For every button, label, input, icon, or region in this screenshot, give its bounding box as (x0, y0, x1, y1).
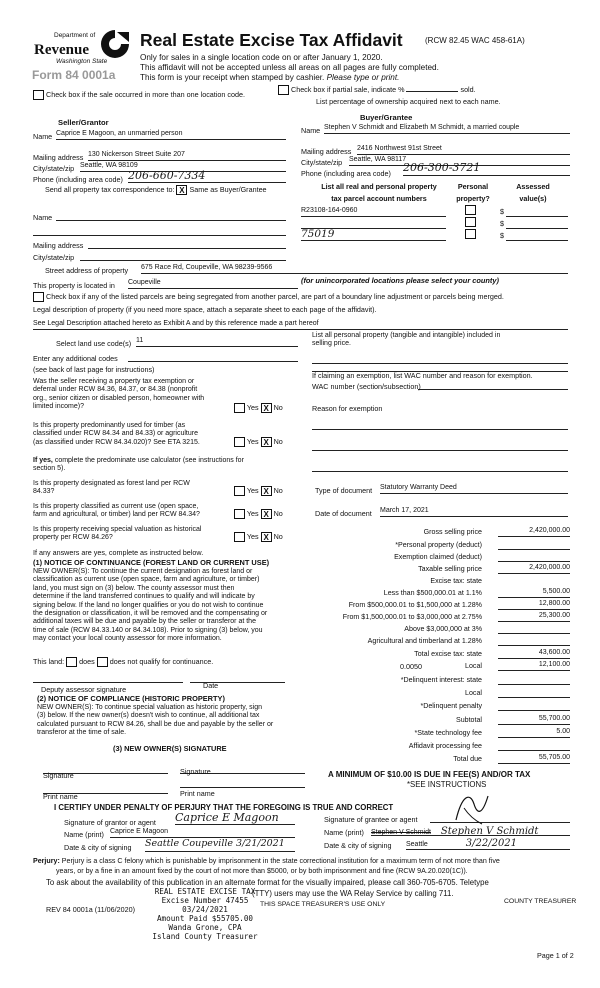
owner-print-label-1: Print name (43, 792, 78, 801)
q5-no-label: No (273, 532, 283, 541)
partial-sale-label: Check box if partial sale, indicate % (291, 85, 405, 94)
partial-sale-row (278, 85, 476, 95)
seller-city-label: City/state/zip (33, 164, 75, 173)
seller-city-field[interactable]: Seattle, WA 98109 (80, 162, 286, 172)
q4-yes-label: Yes (246, 509, 259, 518)
q3-answer (234, 486, 283, 496)
multi-location-row (33, 90, 245, 100)
pp-line1: List all personal property (tangible and intangible) included in (312, 332, 501, 339)
q3-yes-checkbox[interactable] (234, 486, 245, 496)
parcel-number-1[interactable]: R23108-164-0960 (301, 207, 446, 217)
calc-value-personal[interactable] (498, 540, 570, 550)
n1-line7: additional taxes will be due and payable by the seller or transferor at the (33, 618, 256, 626)
receipt-note: This form is your receipt when stamped by cashier. (140, 73, 325, 82)
q2-answer (234, 437, 283, 447)
assessed-dollar-3: $ (500, 231, 504, 240)
n1-line9: may contact your local county assessor for more information. (33, 635, 222, 643)
q1-no-checkbox[interactable]: X (261, 403, 272, 413)
grantee-signature-scribble-icon (452, 790, 492, 826)
parcel-number-3[interactable]: 75019 (301, 228, 446, 241)
grantor-signature-label: Signature of grantor or agent (64, 818, 156, 827)
buyer-city-label: City/state/zip (301, 158, 343, 167)
q4-answer (234, 509, 283, 519)
q2-yes-checkbox[interactable] (234, 437, 245, 447)
grantee-name-label: Name (print) (324, 828, 364, 837)
q3-no-label: No (273, 486, 283, 495)
q1-line4: limited income)? (33, 403, 84, 411)
legal-description-label: Legal description of property (if you need more space, attach a separate sheet to each page of the affidavit). (33, 305, 377, 314)
perjury-line-1 (33, 857, 500, 866)
minimum-due-note: A MINIMUM OF $10.00 IS DUE IN FEE(S) AND/OR TAX (328, 770, 531, 779)
n1-line6: the designation or classification, it will be removed and the compensating or (33, 609, 268, 617)
local-rate: 0.0050 (400, 662, 422, 671)
does-qualify-checkbox[interactable] (66, 657, 77, 667)
calc-label-tier3: From $1,500,000.01 to $3,000,000 at 2.75% (342, 613, 482, 621)
if-yes-bold: If yes, (33, 457, 53, 464)
alt-name-label: Name (33, 213, 53, 222)
if-yes-note (33, 457, 244, 474)
alt-city-label: City/state/zip (33, 253, 75, 262)
calc-label-delinq-local: Local (465, 689, 482, 697)
q1-line1: Was the seller receiving a property tax exemption or (33, 378, 195, 385)
additional-codes-label: Enter any additional codes (33, 354, 118, 363)
dept-of-text: Department of (54, 32, 96, 39)
exemption-reason-line-1[interactable] (312, 420, 568, 430)
calc-label-total-due: Total due (453, 755, 482, 763)
parcel-col1-line2: tax parcel account numbers (331, 194, 427, 203)
parcel-col3-line2: value(s) (519, 194, 547, 203)
located-in-label: This property is located in (33, 281, 115, 290)
n2-line2: (3) below. If the new owner(s) doesn't wish to continue, all additional tax (37, 712, 260, 720)
segregated-checkbox[interactable] (33, 292, 44, 302)
county-treasurer-label: COUNTY TREASURER (504, 898, 577, 905)
located-in-field[interactable]: Coupeville (128, 279, 298, 289)
buyer-phone-label: Phone (including area code) (301, 169, 391, 178)
exemption-reason-label: Reason for exemption (312, 404, 383, 413)
n1-line3: land, you must sign on (3) below. The county assessor must then (33, 584, 235, 592)
grantee-name-print: Stephen V Schmidt (371, 829, 431, 836)
assessed-dollar-2: $ (500, 219, 504, 228)
q1-answer (234, 403, 283, 413)
calc-label-processing-fee: Affidavit processing fee (408, 742, 482, 750)
grantee-name-field[interactable] (371, 826, 570, 836)
owner-signature-label-2: Signature (180, 767, 211, 776)
seller-name-field[interactable]: Caprice E Magoon, an unmarried person (56, 130, 286, 140)
street-address-label: Street address of property (45, 266, 129, 275)
alt-name-field[interactable] (56, 211, 286, 221)
buyer-name-field[interactable]: Stephen V Schmidt and Elizabeth M Schmidt, a married couple (324, 124, 570, 134)
buyer-city-field[interactable]: Seattle, WA 98117 (349, 156, 570, 166)
question-timber (33, 422, 200, 447)
claiming-exemption-label: If claiming an exemption, list WAC number and reason for exemption. (312, 371, 533, 380)
parcel-col2-line1: Personal (457, 182, 489, 191)
deputy-signature-label: Deputy assessor signature (41, 685, 127, 694)
dor-swoosh-icon (99, 28, 131, 60)
calc-value-exemption[interactable] (498, 552, 570, 562)
calc-value-tier2[interactable]: 12,800.00 (498, 600, 570, 610)
legal-description-field[interactable]: See Legal Description attached hereto as Exhibit A and by this reference made a part hereof (33, 320, 568, 330)
q5-yes-label: Yes (246, 532, 259, 541)
q3-line2: 84.33? (33, 488, 55, 496)
assessed-value-1[interactable] (506, 207, 568, 217)
calc-value-delinq-state[interactable] (498, 675, 570, 685)
seller-address-label: Mailing address (33, 153, 84, 162)
deputy-signature-line[interactable] (33, 673, 183, 683)
treasurer-use-label: THIS SPACE TREASURER'S USE ONLY (256, 901, 385, 909)
seller-name-label: Name (33, 132, 53, 141)
additional-codes-field[interactable] (128, 352, 298, 362)
grantee-date-label: Date & city of signing (324, 841, 392, 850)
buyer-address-field[interactable]: 2416 Northwest 91st Street (357, 145, 570, 155)
grantee-city: Seattle (406, 841, 428, 848)
grantor-name-label: Name (print) (64, 830, 104, 839)
n2-line4: transferor at the time of sale. (37, 729, 127, 737)
calc-value-tech-fee[interactable]: 5.00 (498, 728, 570, 738)
same-as-buyer-checkbox[interactable]: X (176, 185, 187, 195)
does-label: does (79, 657, 95, 666)
calc-value-processing-fee[interactable] (498, 741, 570, 751)
grantee-date-field[interactable] (406, 838, 570, 850)
calc-label-tier1: Less than $500,000.01 at 1.1% (383, 589, 482, 597)
ownership-note: List percentage of ownership acquired next to each name. (316, 97, 501, 106)
q5-line2: property per RCW 84.26? (33, 534, 113, 542)
q5-line1: Is this property receiving special valuation as historical (33, 526, 202, 533)
personal-property-checkbox-1[interactable] (465, 205, 476, 215)
grantor-date-label: Date & city of signing (64, 843, 132, 852)
calc-label-taxable: Taxable selling price (418, 565, 482, 573)
notice-compliance-heading: (2) NOTICE OF COMPLIANCE (HISTORIC PROPERTY) (37, 694, 225, 703)
n1-line5: signing below. If the land no longer qualifies or you do not wish to continue (33, 601, 264, 609)
land-use-label: Select land use code(s) (56, 339, 132, 348)
exemption-reason-line-2[interactable] (312, 441, 568, 451)
assessed-dollar-1: $ (500, 207, 504, 216)
stamp-line-4: Amount Paid $55705.00 (156, 913, 253, 923)
land-use-field[interactable]: 11 (136, 337, 298, 347)
same-as-buyer-label: Same as Buyer/Grantee (189, 185, 267, 194)
does-not-label: does not qualify for continuance. (109, 657, 214, 666)
document-date-field[interactable]: March 17, 2021 (380, 507, 568, 517)
q3-line1: Is this property designated as forest land per RCW (33, 480, 190, 487)
exemption-reason-line-3[interactable] (312, 462, 568, 472)
partial-sale-checkbox[interactable] (278, 85, 289, 95)
q3-no-checkbox[interactable]: X (261, 486, 272, 496)
certify-heading: I CERTIFY UNDER PENALTY OF PERJURY THAT THE FOREGOING IS TRUE AND CORRECT (54, 803, 394, 812)
rcw-reference: (RCW 82.45 WAC 458-61A) (425, 36, 525, 45)
stamp-line-3: 03/24/2021 (182, 904, 228, 914)
grantee-date-handwritten: 3/22/2021 (465, 838, 518, 849)
calc-label-agri: Agricultural and timberland at 1.28% (367, 637, 482, 645)
new-owner-sig-heading: (3) NEW OWNER(S) SIGNATURE (113, 744, 227, 753)
calc-label-total-state: Total excise tax: state (414, 650, 482, 658)
grantor-name-field[interactable]: Caprice E Magoon (110, 828, 295, 838)
seller-heading: Seller/Grantor (58, 118, 109, 127)
wac-number-field[interactable] (418, 380, 568, 390)
header-line-1: Only for sales in a single location code on or after January 1, 2020. (140, 53, 383, 62)
n1-line2: classification as current use (open space, farm and agriculture, or timber) (33, 576, 260, 584)
n1-line4: determine if the land transferred continues to qualify and will indicate by (33, 593, 255, 601)
sold-label: sold. (460, 85, 476, 94)
q1-yes-checkbox[interactable] (234, 403, 245, 413)
see-instructions-note: *SEE INSTRUCTIONS (407, 780, 487, 789)
stamp-line-2: Excise Number 47455 (161, 895, 249, 905)
q2-line3: (as classified under RCW 84.34.020)? See ETA 3215. (33, 438, 200, 446)
q1-yes-label: Yes (246, 403, 259, 412)
perjury-bold: Perjury: (33, 857, 60, 865)
calc-label-local: Local (465, 662, 482, 670)
calc-label-penalty: *Delinquent penalty (420, 702, 482, 710)
calc-label-gross: Gross selling price (423, 528, 482, 536)
alt-address-field[interactable] (88, 239, 286, 249)
alt-name-line2[interactable] (33, 226, 286, 236)
multi-location-checkbox[interactable] (33, 90, 44, 100)
calc-label-tech-fee: *State technology fee (414, 729, 482, 737)
buyer-address-label: Mailing address (301, 147, 352, 156)
calc-value-delinq-local[interactable] (498, 688, 570, 698)
send-correspondence-label: Send all property tax correspondence to: (45, 185, 175, 194)
street-address-field[interactable]: 675 Race Rd, Coupeville, WA 98239-9566 (141, 264, 568, 274)
deputy-date-label: Date (203, 681, 219, 690)
calc-label-tier2: From $500,000.01 to $1,500,000 at 1.28% (348, 601, 482, 609)
this-land-label: This land: (33, 657, 65, 666)
q4-yes-checkbox[interactable] (234, 509, 245, 519)
calc-value-taxable[interactable]: 2,420,000.00 (498, 564, 570, 574)
parcel-col-head-1 (309, 182, 449, 203)
calc-label-tier4: Above $3,000,000 at 3% (404, 625, 482, 633)
calc-value-tier3[interactable]: 25,300.00 (498, 612, 570, 622)
q3-yes-label: Yes (246, 486, 259, 495)
alt-city-field[interactable] (80, 251, 286, 261)
grantor-signature-field[interactable]: Caprice E Magoon (175, 811, 295, 825)
revenue-text: Revenue (34, 42, 89, 58)
n1-line1: NEW OWNER(S): To continue the current designation as forest land or (33, 568, 253, 575)
pp-line2: selling price. (312, 340, 351, 348)
personal-property-list-label (312, 332, 500, 349)
question-forest (33, 480, 190, 497)
n2-line1: NEW OWNER(S): To continue special valuation as historic property, sign (37, 704, 262, 711)
assessed-value-2[interactable] (506, 219, 568, 229)
calc-value-total-due[interactable]: 55,705.00 (498, 754, 570, 764)
calc-value-tier1[interactable]: 5,500.00 (498, 588, 570, 598)
owner-print-line-2[interactable] (180, 778, 305, 788)
grantee-signature-label: Signature of grantee or agent (324, 815, 418, 824)
calc-label-subtotal: Subtotal (455, 716, 482, 724)
header-line-3 (140, 73, 399, 83)
personal-property-checkbox-2[interactable] (465, 217, 476, 227)
parcel-col3-line1: Assessed (516, 182, 550, 191)
q2-no-checkbox[interactable]: X (261, 437, 272, 447)
calc-label-exemption: Exemption claimed (deduct) (394, 553, 482, 561)
multi-location-label: Check box if the sale occurred in more than one location code. (46, 90, 245, 99)
calc-label-personal: *Personal property (deduct) (395, 541, 482, 549)
q2-line2: classified under RCW 84.34 and 84.33) or agriculture (33, 430, 198, 438)
form-number: Form 84 0001a (32, 68, 116, 82)
q5-no-checkbox[interactable]: X (261, 532, 272, 542)
grantee-signature-field[interactable] (430, 813, 570, 823)
stamp-line-1: REAL ESTATE EXCISE TAX (154, 887, 256, 896)
grantor-date-field[interactable]: Seattle Coupeville 3/21/2021 (145, 838, 295, 852)
calc-label-delinq-state: *Delinquent interest: state (400, 676, 482, 684)
page-number: Page 1 of 2 (537, 951, 574, 960)
alt-format-line-1: To ask about the availability of this publication in an alternate format for the visually impaired, please call 360-705-6705. Teletype (46, 878, 489, 887)
stamp-line-5: Wanda Grone, CPA (168, 922, 242, 932)
header-line-2: This affidavit will not be accepted unless all areas on all pages are fully completed. (140, 63, 439, 72)
document-type-field[interactable]: Statutory Warranty Deed (380, 484, 568, 494)
segregated-label: Check box if any of the listed parcels are being segregated from another parcel, are part of a boundary line adjustment or parcels being merged. (46, 292, 504, 301)
seller-phone-label: Phone (including area code) (33, 175, 123, 184)
type-print-note: Please type or print. (326, 73, 400, 82)
seller-address-field[interactable]: 130 Nickerson Street Suite 207 (88, 151, 286, 161)
does-not-qualify-checkbox[interactable] (97, 657, 108, 667)
unincorporated-note: (for unincorporated locations please select your county) (301, 276, 499, 285)
if-yes-text2: section 5). (33, 465, 66, 473)
calc-value-total-state[interactable]: 43,600.00 (498, 649, 570, 659)
send-correspondence-row (45, 185, 267, 195)
any-yes-note: If any answers are yes, complete as instructed below. (33, 548, 204, 557)
dor-logo (32, 28, 132, 88)
wa-state-text: Washington State (56, 58, 108, 65)
q1-line2: deferral under RCW 84.36, 84.37, or 84.38 (nonprofit (33, 386, 198, 394)
notice-continuance-heading: (1) NOTICE OF CONTINUANCE (FOREST LAND OR CURRENT USE) (33, 558, 270, 567)
perjury-text: Perjury is a class C felony which is punishable by imprisonment in the state correctional institution for a maximum term of not more than five (61, 857, 500, 865)
assessed-value-3[interactable] (506, 231, 568, 241)
question-exemption (33, 378, 204, 412)
q2-yes-label: Yes (246, 437, 259, 446)
q4-no-checkbox[interactable]: X (261, 509, 272, 519)
question-historic (33, 526, 201, 543)
owner-signature-label-1: Signature (43, 771, 74, 780)
seller-phone-field[interactable]: 206-660-7334 (128, 169, 286, 183)
grantee-name-handwritten: Stephen V Schmidt (440, 826, 539, 837)
parcel-col-head-2 (450, 182, 496, 203)
calc-value-local[interactable]: 12,100.00 (498, 661, 570, 671)
personal-property-checkbox-3[interactable] (465, 229, 476, 239)
buyer-phone-field[interactable]: 206-300-3721 (403, 161, 570, 176)
calc-value-subtotal[interactable]: 55,700.00 (498, 715, 570, 725)
parcel-col-head-3 (503, 182, 563, 203)
wac-number-label: WAC number (section/subsection) (312, 382, 421, 391)
perjury-line-2: years, or by a fine in an amount fixed by the court of not more than $5000, or by both imprisonment and fine (RCW 9A.20.020(1C)). (56, 867, 468, 875)
q4-line2: farm and agricultural, or timber) land per RCW 84.34? (33, 511, 200, 519)
q1-line3: org., senior citizen or disabled person, homeowner with (33, 394, 205, 402)
buyer-name-label: Name (301, 126, 321, 135)
calc-value-agri[interactable] (498, 636, 570, 646)
buyer-heading: Buyer/Grantee (360, 113, 413, 122)
calc-value-penalty[interactable] (498, 701, 570, 711)
n1-line8: time of sale (RCW 84.33.140 or 84.34.108). Prior to signing (3) below, you (33, 626, 263, 634)
question-current-use (33, 503, 200, 520)
alt-format-line-2: (TTY) users may use the WA Relay Service by calling 711. (252, 889, 454, 898)
treasurer-stamp (130, 888, 280, 942)
n2-line3: calculated pursuant to RCW 84.26, shall be due and payable by the seller or (37, 720, 274, 728)
calc-value-tier4[interactable] (498, 624, 570, 634)
q2-no-label: No (273, 437, 283, 446)
calc-value-gross[interactable]: 2,420,000.00 (498, 527, 570, 537)
stamp-line-6: Island County Treasurer (152, 931, 258, 941)
this-land-row (33, 657, 213, 667)
q4-no-label: No (273, 509, 283, 518)
q4-line1: Is this property classified as current use (open space, (33, 503, 199, 510)
see-back-note: (see back of last page for instructions) (33, 365, 155, 374)
if-yes-text: complete the predominate use calculator (see instructions for (54, 457, 244, 464)
q1-no-label: No (273, 403, 283, 412)
document-type-label: Type of document (315, 486, 373, 495)
alt-address-label: Mailing address (33, 241, 84, 250)
partial-percent-field[interactable] (406, 91, 458, 92)
calc-label-excise-state: Excise tax: state (430, 577, 482, 585)
form-title: Real Estate Excise Tax Affidavit (140, 30, 403, 50)
rev-number: REV 84 0001a (11/06/2020) (46, 905, 135, 914)
owner-print-label-2: Print name (180, 789, 215, 798)
parcel-col1-line1: List all real and personal property (321, 182, 437, 191)
parcel-col2-line2: property? (456, 194, 490, 203)
segregated-row (33, 292, 504, 302)
q2-line1: Is this property predominantly used for timber (as (33, 422, 186, 429)
document-date-label: Date of document (315, 509, 372, 518)
